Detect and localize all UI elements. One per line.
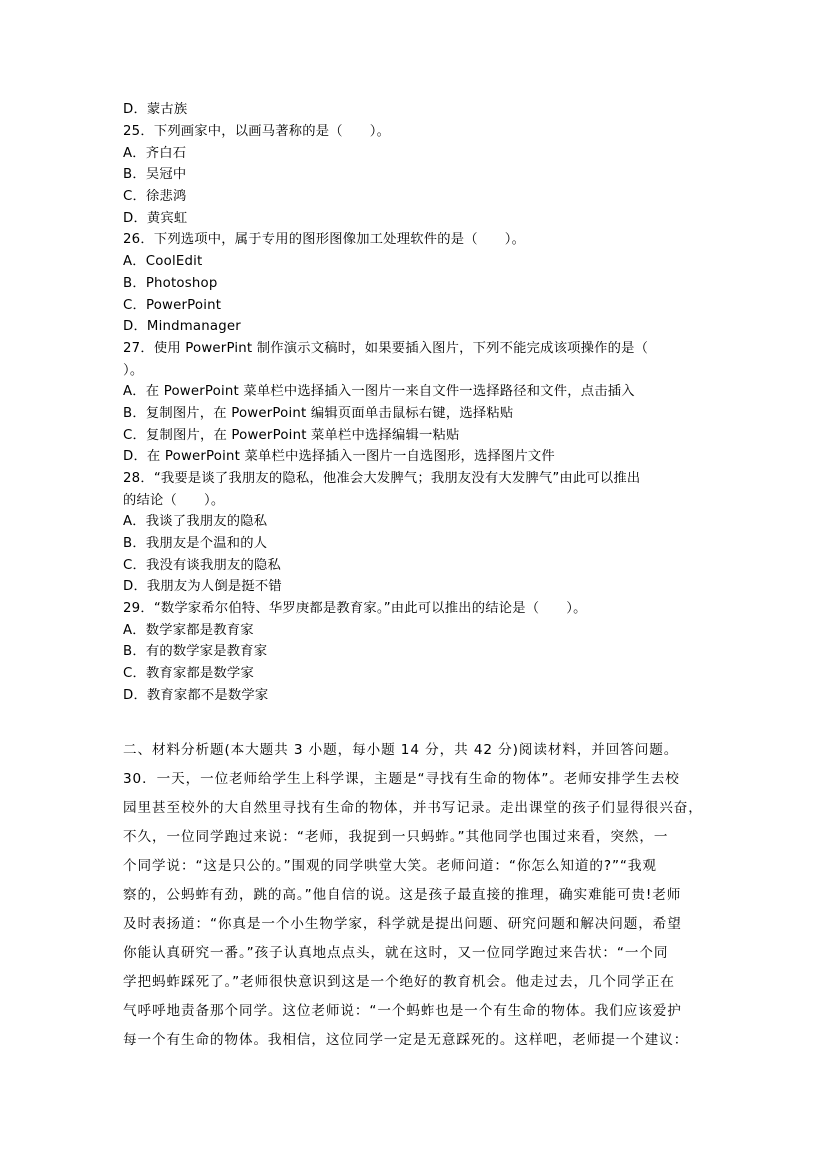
q27-stem-cont: ）。 [123,363,144,378]
section-two-heading: 二、材料分析题(本大题共 3 小题，每小题 14 分，共 42 分)阅读材料，并回答问题。 [123,742,679,758]
q26-option-d: D．Mindmanager [123,319,241,334]
q29-option-a: A．数学家都是教育家 [123,623,254,638]
q26-option-b: B．Photoshop [123,276,218,291]
q30-line-10: 每一个有生命的物体。我相信，这位同学一定是无意踩死的。这样吧，老师提一个建议： [123,1032,689,1048]
q28-stem: 28．“我要是谈了我朋友的隐私，他准会大发脾气；我朋友没有大发脾气”由此可以推出 [123,471,641,486]
q25-stem: 25．下列画家中，以画马著称的是（ ）。 [123,124,391,139]
q26-option-a: A．CoolEdit [123,254,203,269]
q25-option-a: A．齐白石 [123,146,187,161]
q30-line-9: 气呼呼地责备那个同学。这位老师说：“一个蚂蚱也是一个有生命的物体。我们应该爱护 [123,1003,682,1019]
q27-option-d: D．在 PowerPoint 菜单栏中选择插入一图片一自选图形，选择图片文件 [123,449,555,464]
q30-line-4: 个同学说：“这是只公的。”围观的同学哄堂大笑。老师问道：“你怎么知道的?”“我观 [123,858,657,874]
q28-stem-cont: 的结论（ ）。 [123,493,225,508]
q29-stem: 29．“数学家希尔伯特、华罗庚都是教育家。”由此可以推出的结论是（ ）。 [123,601,587,616]
q30-line-1: 30．一天，一位老师给学生上科学课，主题是“寻找有生命的物体”。老师安排学生去校 [123,771,680,787]
q30-line-7: 你能认真研究一番。”孩子认真地点点头，就在这时，又一位同学跑过来告状：“一个同 [123,945,669,961]
q28-option-a: A．我谈了我朋友的隐私 [123,514,268,529]
q30-line-2: 园里甚至校外的大自然里寻找有生命的物体，并书写记录。走出课堂的孩子们显得很兴奋， [123,800,703,816]
q27-stem: 27．使用 PowerPint 制作演示文稿时，如果要插入图片，下列不能完成该项操作的是（ [123,341,649,356]
q29-option-b: B．有的数学家是教育家 [123,644,268,659]
q25-option-c: C．徐悲鸿 [123,189,187,204]
q30-line-8: 学把蚂蚱踩死了。”老师很快意识到这是一个绝好的教育机会。他走过去，几个同学正在 [123,974,675,990]
q24-option-d: D．蒙古族 [123,102,188,117]
q30-line-3: 不久，一位同学跑过来说：“老师，我捉到一只蚂蚱。”其他同学也围过来看，突然，一 [123,829,669,845]
q25-option-b: B．吴冠中 [123,167,187,182]
q27-option-a: A．在 PowerPoint 菜单栏中选择插入一图片一来自文件一选择路径和文件，点击插入 [123,384,635,399]
q30-line-6: 及时表扬道：“你真是一个小生物学家，科学就是提出问题、研究问题和解决问题，希望 [123,916,682,932]
q25-option-d: D．黄宾虹 [123,211,188,226]
q30-line-5: 察的，公蚂蚱有劲，跳的高。”他自信的说。这是孩子最直接的推理，确实难能可贵!老师 [123,887,682,903]
q27-option-b: B．复制图片，在 PowerPoint 编辑页面单击鼠标右键，选择粘贴 [123,406,514,421]
q27-option-c: C．复制图片，在 PowerPoint 菜单栏中选择编辑一粘贴 [123,428,460,443]
q26-option-c: C．PowerPoint [123,298,222,313]
q29-option-d: D．教育家都不是数学家 [123,688,269,703]
q28-option-d: D．我朋友为人倒是挺不错 [123,579,282,594]
q28-option-c: C．我没有谈我朋友的隐私 [123,558,281,573]
q26-stem: 26．下列选项中，属于专用的图形图像加工处理软件的是（ ）。 [123,232,526,247]
q28-option-b: B．我朋友是个温和的人 [123,536,268,551]
q29-option-c: C．教育家都是数学家 [123,666,254,681]
